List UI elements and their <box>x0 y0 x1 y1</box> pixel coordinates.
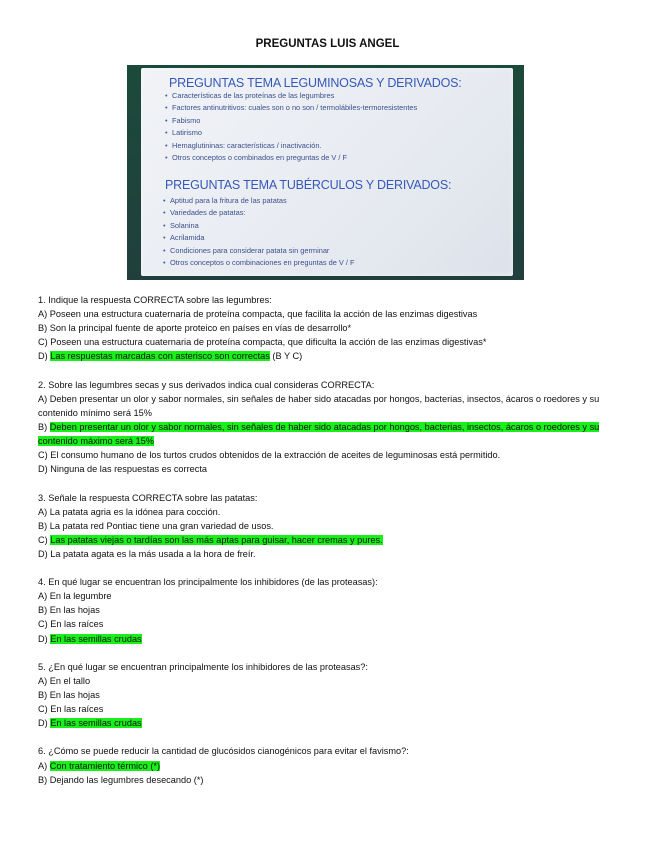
slide-list-item: • Acrilamida <box>163 232 354 244</box>
slide-photo <box>127 65 524 280</box>
question-6 <box>38 744 623 786</box>
slide-list-item: • Variedades de patatas: <box>163 207 354 219</box>
answer-b: B) En las hojas <box>38 690 100 700</box>
answer-b: B) En las hojas <box>38 605 100 616</box>
answer-a: A) Con tratamiento térmico (*) <box>38 760 161 771</box>
slide-list-tuberculos <box>163 195 354 269</box>
answer-d: D) Las respuestas marcadas con asterisco son correctas (B Y C) <box>38 351 303 362</box>
slide-list-leguminosas <box>165 90 417 164</box>
answer-d: D) En las semillas crudas <box>38 718 142 729</box>
slide-list-item: • Hemaglutininas: características / inactivación. <box>165 140 417 152</box>
question-4 <box>38 575 623 645</box>
bullet-icon: • <box>165 103 168 113</box>
bullet-icon: • <box>165 115 168 125</box>
answer-b: B) Deben presentar un olor y sabor normales, sin señales de haber sido atacadas por hongos, bacterias, insectos, ácaros o roedores y su contenido máximo será 15% <box>38 421 600 447</box>
projected-slide <box>141 68 513 276</box>
bullet-icon: • <box>163 208 166 218</box>
bullet-icon: • <box>163 196 166 205</box>
answer-c: C) El consumo humano de los turtos crudos obtenidos de la extracción de aceites de leguminosas está permitido. <box>38 450 501 461</box>
answer-c: C) En las raíces <box>38 704 104 715</box>
answer-d: D) En las semillas crudas <box>38 633 142 644</box>
slide-list-item: • Características de las proteínas de las legumbres <box>165 90 417 102</box>
slide-heading-tuberculos: PREGUNTAS TEMA TUBÉRCULOS Y DERIVADOS: <box>165 178 452 192</box>
highlighted-answer: Deben presentar un olor y sabor normales, sin señales de haber sido atacadas por hongos, bacterias, insectos, ácaros o roedores y su contenido máximo será 15% <box>38 421 600 447</box>
questions-block <box>38 293 623 801</box>
highlighted-answer: En las semillas crudas <box>50 633 142 644</box>
slide-list-item: • Condiciones para considerar patata sin germinar <box>163 245 354 257</box>
bullet-icon: • <box>165 91 168 100</box>
slide-list-item: • Otros conceptos o combinados en preguntas de V / F <box>165 152 417 164</box>
slide-list-item: • Latirismo <box>165 127 417 139</box>
answer-a: A) En la legumbre <box>38 591 112 602</box>
highlighted-answer: Las patatas viejas o tardías son las más aptas para guisar, hacer cremas y pures. <box>50 534 383 545</box>
question-prompt: 3. Señale la respuesta CORRECTA sobre las patatas: <box>38 492 258 503</box>
answer-a: A) En el tallo <box>38 675 91 686</box>
answer-a: A) Poseen una estructura cuaternaria de proteína compacta, que facilita la acción de las enzimas digestivas <box>38 309 478 320</box>
answer-b: B) Son la principal fuente de aporte proteico en países en vías de desarrollo* <box>38 323 352 334</box>
answer-a: A) La patata agria es la idónea para cocción. <box>38 506 221 517</box>
slide-list-item: • Aptitud para la fritura de las patatas <box>163 195 354 207</box>
question-prompt: 5. ¿En qué lugar se encuentran principalmente los inhibidores de las proteasas?: <box>38 661 368 672</box>
answer-a: A) Deben presentar un olor y sabor normales, sin señales de haber sido atacadas por hongos, bacterias, insectos, ácaros o roedores y su contenido mínimo será 15% <box>38 393 600 418</box>
question-prompt: 1. Indique la respuesta CORRECTA sobre las legumbres: <box>38 295 272 305</box>
highlighted-answer: Con tratamiento térmico (*) <box>49 760 161 771</box>
answer-c: C) Poseen una estructura cuaternaria de proteína compacta, que dificulta la acción de las enzimas digestivas* <box>38 337 487 348</box>
bullet-icon: • <box>163 220 166 230</box>
question-5 <box>38 660 623 730</box>
question-prompt: 6. ¿Cómo se puede reducir la cantidad de glucósidos cianogénicos para evitar el favismo?: <box>38 746 409 757</box>
highlighted-answer: En las semillas crudas <box>50 718 142 729</box>
answer-c: C) En las raíces <box>38 619 104 630</box>
question-prompt: 2. Sobre las legumbres secas y sus derivados indica cual consideras CORRECTA: <box>38 379 375 390</box>
bullet-icon: • <box>163 258 166 268</box>
bullet-icon: • <box>165 128 168 138</box>
question-1 <box>38 293 623 363</box>
question-3 <box>38 491 623 561</box>
slide-list-item: • Solanina <box>163 220 354 232</box>
bullet-icon: • <box>163 245 166 255</box>
slide-list-item: • Fabismo <box>165 115 417 127</box>
slide-list-item: • Otros conceptos o combinaciones en preguntas de V / F <box>163 257 354 269</box>
answer-b: B) La patata red Pontiac tiene una gran variedad de usos. <box>38 520 274 531</box>
answer-d: D) Ninguna de las respuestas es correcta <box>38 464 208 475</box>
question-2 <box>38 378 623 477</box>
question-prompt: 4. En qué lugar se encuentran los principalmente los inhibidores (de las proteasas): <box>38 577 378 588</box>
bullet-icon: • <box>163 233 166 243</box>
slide-heading-leguminosas: PREGUNTAS TEMA LEGUMINOSAS Y DERIVADOS: <box>169 76 462 90</box>
slide-list-item: • Factores antinutritivos: cuales son o no son / termolábiles-termoresistentes <box>165 102 417 114</box>
bullet-icon: • <box>165 140 168 150</box>
answer-d: D) La patata agata es la más usada a la hora de freír. <box>38 548 256 559</box>
bullet-icon: • <box>165 153 168 163</box>
answer-c: C) Las patatas viejas o tardías son las más aptas para guisar, hacer cremas y pures. <box>38 534 383 545</box>
highlighted-answer: Las respuestas marcadas con asterisco son correctas <box>50 351 270 362</box>
answer-b: B) Dejando las legumbres desecando (*) <box>38 774 204 785</box>
document-title: PREGUNTAS LUIS ANGEL <box>255 38 400 50</box>
